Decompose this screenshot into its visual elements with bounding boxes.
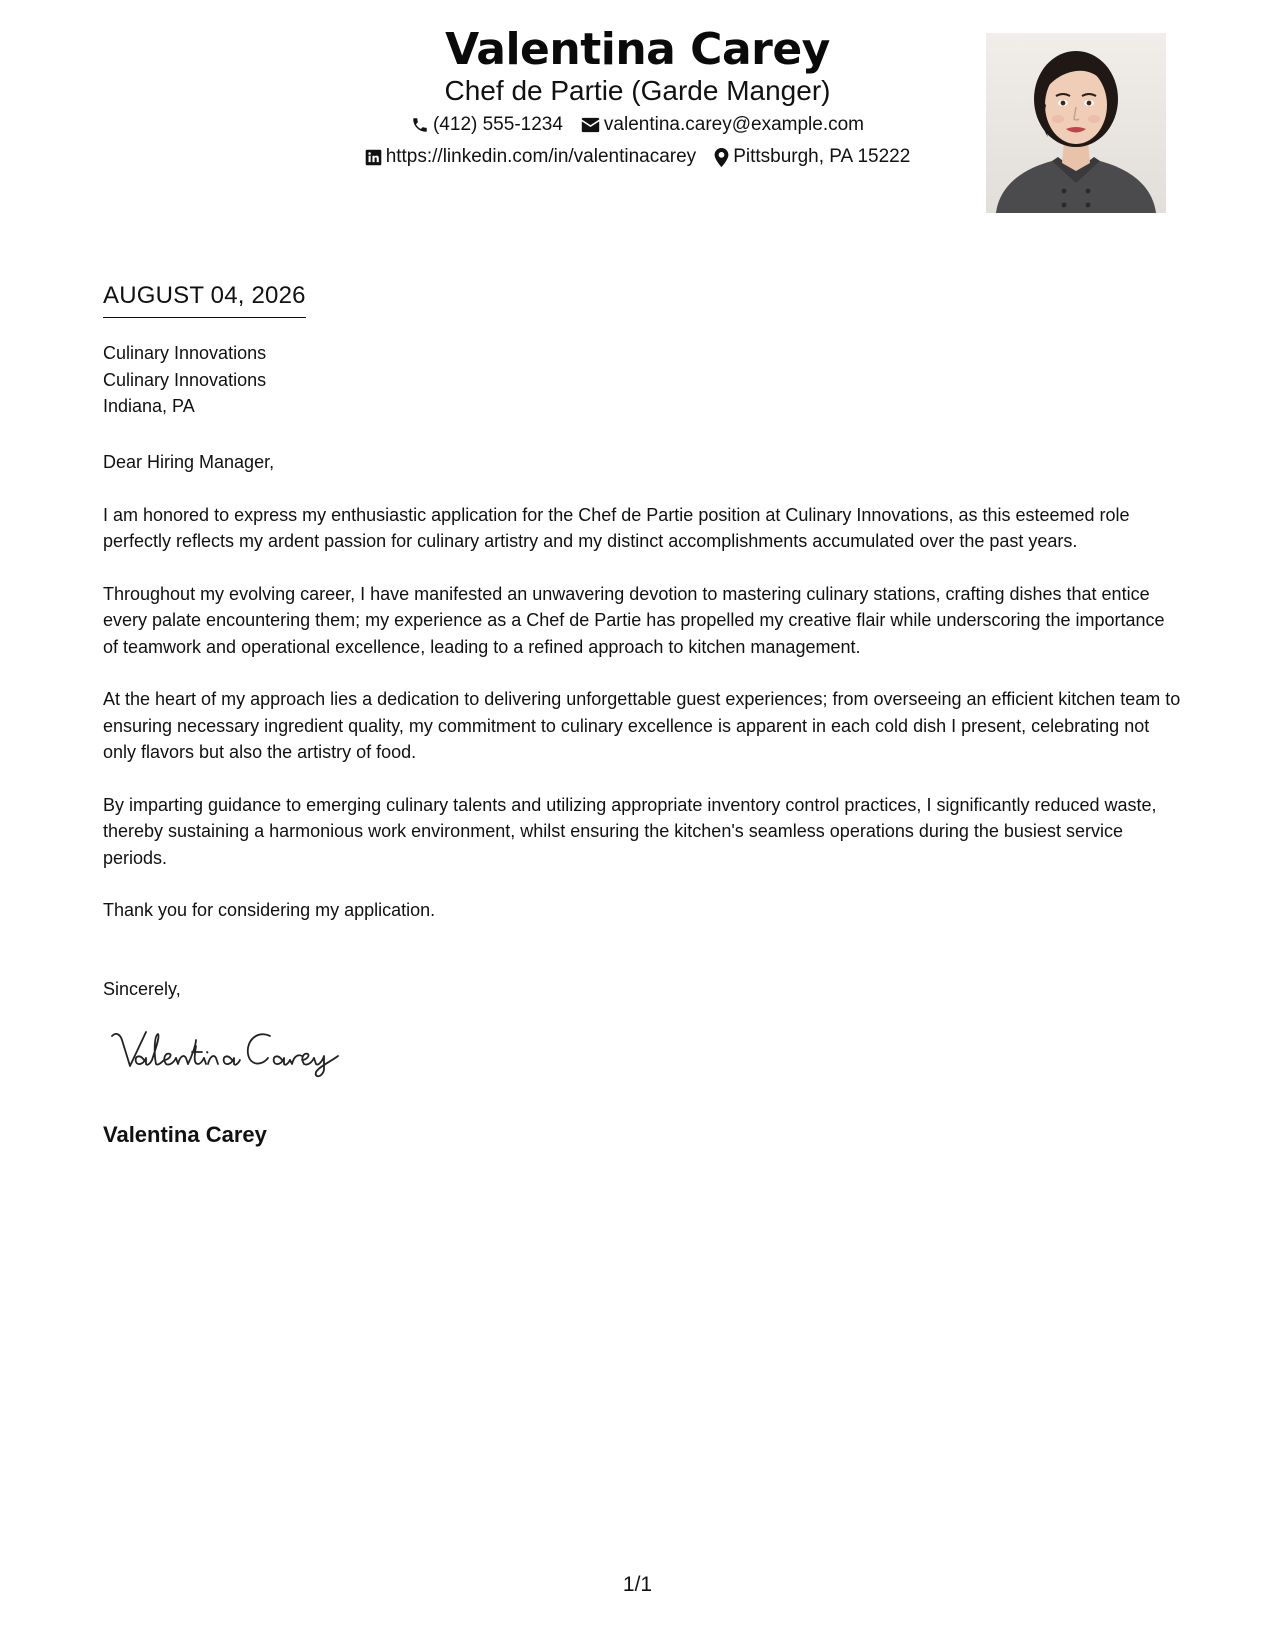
page-number: 1/1: [622, 1573, 653, 1596]
letter-date: AUGUST 04, 2026: [103, 281, 306, 318]
job-title: Chef de Partie (Garde Manger): [444, 75, 831, 106]
recipient-company: Culinary Innovations: [103, 343, 267, 363]
recipient-block: [103, 340, 266, 420]
profile-photo: [986, 33, 1166, 213]
email-address[interactable]: valentina.carey@example.com: [603, 114, 864, 135]
handwritten-signature: [108, 1026, 368, 1082]
paragraph-guidance: By imparting guidance to emerging culinary talents and utilizing appropriate inventory control practices, I significantly reduced waste, thereby sustaining a harmonious work environment, whilst ensuring the kitchen's seamless operations during the busiest service periods.: [103, 794, 1157, 868]
location-contact: [714, 145, 910, 169]
phone-icon: [411, 116, 429, 134]
closing-text: Sincerely,: [103, 979, 181, 999]
paragraph-approach: At the heart of my approach lies a dedication to delivering unforgettable guest experiences; from overseeing an efficient kitchen team to ensuring necessary ingredient quality, my commitment to culinary excellence is apparent in each cold dish I present, celebrating not only flavors but also the artistry of food.: [103, 689, 1181, 762]
salutation: Dear Hiring Manager,: [103, 452, 275, 472]
phone-number[interactable]: (412) 555-1234: [432, 114, 563, 135]
phone-contact: [411, 113, 563, 137]
email-contact: [581, 113, 864, 137]
paragraph-thanks: Thank you for considering my application.: [103, 900, 436, 920]
signer-name: Valentina Carey: [103, 1122, 267, 1147]
linkedin-contact: [365, 145, 697, 169]
recipient-location: Indiana, PA: [103, 396, 195, 416]
paragraph-intro: I am honored to express my enthusiastic application for the Chef de Partie position at Culinary Innovations, as this esteemed role perfectly reflects my ardent passion for culinary artistry and my distinct accomplishments accumulated over the past years.: [103, 504, 1130, 551]
linkedin-icon: [365, 149, 382, 166]
envelope-icon: [581, 117, 600, 133]
location-text: Pittsburgh, PA 15222: [733, 146, 911, 167]
map-pin-icon: [714, 148, 729, 167]
recipient-company-secondary: Culinary Innovations: [103, 369, 267, 390]
candidate-name: Valentina Carey: [445, 24, 830, 75]
paragraph-career: Throughout my evolving career, I have manifested an unwavering devotion to mastering culinary stations, crafting dishes that entice every palate encountering them; my experience as a Chef de Partie has propelled my creative flair while underscoring the importance of teamwork and operational excellence, leading to a refined approach to kitchen management.: [103, 583, 1165, 657]
linkedin-url[interactable]: https://linkedin.com/in/valentinacarey: [385, 146, 697, 167]
letter-body: [103, 449, 1183, 950]
